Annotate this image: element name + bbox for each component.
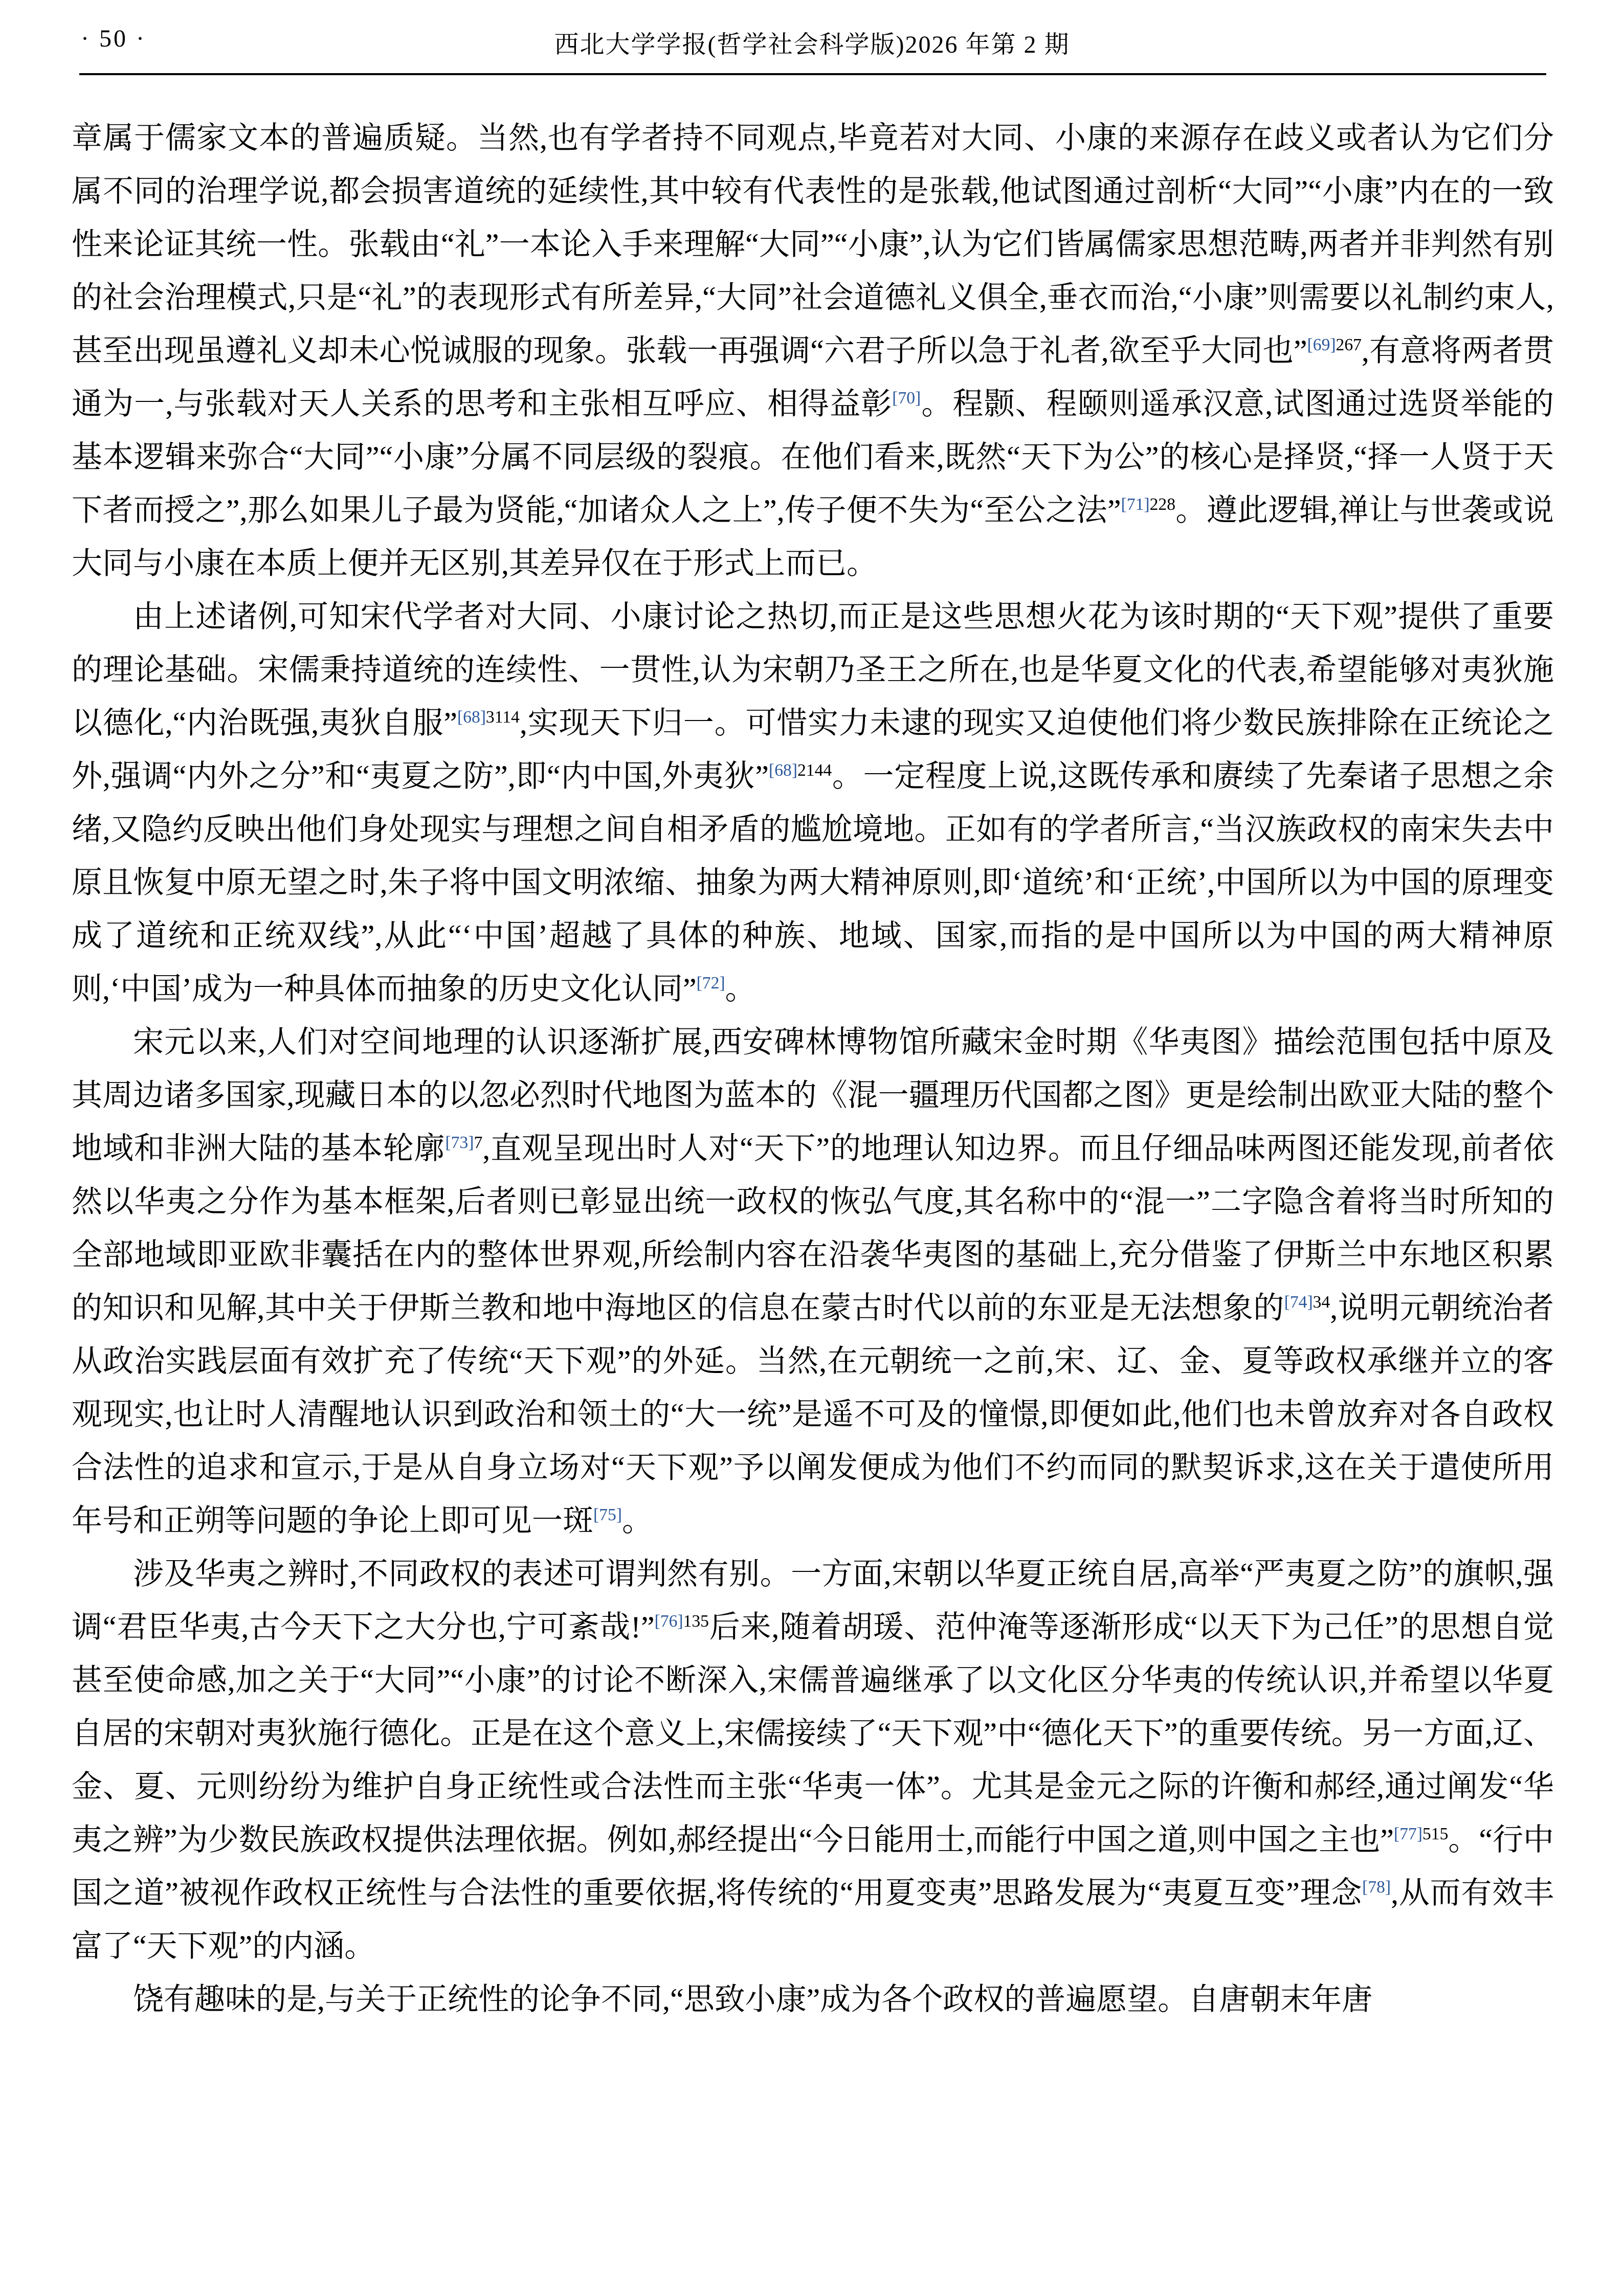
text-run: 后来,随着胡瑗、范仲淹等逐渐形成“以天下为己任”的思想自觉甚至使命感,加之关于“大同”“小康”的讨论不断深入,宋儒普遍继承了以文化区分华夷的传统认识,并希望以华夏自居的宋朝对夷狄施行德化。正是在这个意义上,宋儒接续了“天下观”中“德化天下”的重要传统。另一方面,辽、金、夏、元则纷纷为维护自身正统性或合法性而主张“华夷一体”。尤其是金元之际的许衡和郝经,通过阐发“华夷之辨”为少数民族政权提供法理依据。例如,郝经提出“今日能用士,而能行中国之道,则中国之主也” xyxy=(72,1610,1554,1857)
paragraph xyxy=(72,1973,1554,2026)
text-run: 饶有趣味的是,与关于正统性的论争不同,“思致小康”成为各个政权的普遍愿望。自唐朝末年唐 xyxy=(133,1983,1373,2016)
paragraph xyxy=(72,590,1554,1016)
text-run: 。一定程度上说,这既传承和赓续了先秦诸子思想之余绪,又隐约反映出他们身处现实与理想之间自相矛盾的尴尬境地。正如有的学者所言,“当汉族政权的南宋失去中原且恢复中原无望之时,朱子将中国文明浓缩、抽象为两大精神原则,即‘道统’和‘正统’,中国所以为中国的原理变成了道统和正统双线”,从此“‘中国’超越了具体的种族、地域、国家,而指的是中国所以为中国的两大精神原则,‘中国’成为一种具体而抽象的历史文化认同” xyxy=(72,759,1554,1006)
citation-ref-number[interactable]: [71] xyxy=(1121,495,1150,514)
page-number: · 50 · xyxy=(81,25,146,52)
citation-page-number: 135 xyxy=(683,1612,709,1631)
text-run: 章属于儒家文本的普遍质疑。当然,也有学者持不同观点,毕竟若对大同、小康的来源存在歧义或者认为它们分属不同的治理学说,都会损害道统的延续性,其中较有代表性的是张载,他试图通过剖析“大同”“小康”内在的一致性来论证其统一性。张载由“礼”一本论入手来理解“大同”“小康”,认为它们皆属儒家思想范畴,两者并非判然有别的社会治理模式,只是“礼”的表现形式有所差异,“大同”社会道德礼义俱全,垂衣而治,“小康”则需要以礼制约束人,甚至出现虽遵礼义却未心悦诚服的现象。张载一再强调“六君子所以急于礼者,欲至乎大同也” xyxy=(72,121,1554,368)
paragraph xyxy=(72,111,1554,590)
text-run: ,从而有效丰富了“天下观”的内涵。 xyxy=(72,1876,1554,1963)
text-run: ,直观呈现出时人对“天下”的地理认知边界。而且仔细品味两图还能发现,前者依然以华夷之分作为基本框架,后者则已彰显出统一政权的恢弘气度,其名称中的“混一”二字隐含着将当时所知的全部地域即亚欧非囊括在内的整体世界观,所绘制内容在沿袭华夷图的基础上,充分借鉴了伊斯兰中东地区积累的知识和见解,其中关于伊斯兰教和地中海地区的信息在蒙古时代以前的东亚是无法想象的 xyxy=(72,1132,1554,1325)
text-run: ,有意将两者贯通为一,与张载对天人关系的思考和主张相互呼应、相得益彰 xyxy=(72,334,1554,421)
text-run: 由上述诸例,可知宋代学者对大同、小康讨论之热切,而正是这些思想火花为该时期的“天下观”提供了重要的理论基础。宋儒秉持道统的连续性、一贯性,认为宋朝乃圣王之所在,也是华夏文化的代表,希望能够对夷狄施以德化,“内治既强,夷狄自服” xyxy=(72,600,1554,740)
header-divider xyxy=(79,73,1546,75)
citation-marker[interactable] xyxy=(769,761,832,780)
citation-ref-number[interactable]: [70] xyxy=(892,389,921,408)
text-run: ,实现天下归一。可惜实力未逮的现实又迫使他们将少数民族排除在正统论之外,强调“内外之分”和“夷夏之防”,即“内中国,外夷狄” xyxy=(72,706,1554,793)
citation-ref-number[interactable]: [77] xyxy=(1394,1825,1422,1843)
text-run: 。程颢、程颐则遥承汉意,试图通过选贤举能的基本逻辑来弥合“大同”“小康”分属不同层级的裂痕。在他们看来,既然“天下为公”的核心是择贤,“择一人贤于天下者而授之”,那么如果儿子最为贤能,“加诸众人之上”,传子便不失为“至公之法” xyxy=(72,387,1554,527)
citation-marker[interactable] xyxy=(697,974,725,993)
citation-page-number: 3114 xyxy=(485,708,520,727)
text-run: ,说明元朝统治者从政治实践层面有效扩充了传统“天下观”的外延。当然,在元朝统一之前,宋、辽、金、夏等政权承继并立的客观现实,也让时人清醒地认识到政治和领土的“大一统”是遥不可及的憧憬,即便如此,他们也未曾放弃对各自政权合法性的追求和宣示,于是从自身立场对“天下观”予以阐发便成为他们不约而同的默契诉求,这在关于遣使所用年号和正朔等问题的争论上即可见一斑 xyxy=(72,1291,1554,1538)
citation-ref-number[interactable]: [75] xyxy=(593,1505,622,1524)
citation-page-number: 267 xyxy=(1336,335,1362,354)
citation-page-number: 34 xyxy=(1312,1293,1330,1312)
text-run: 。 xyxy=(621,1504,653,1538)
citation-ref-number[interactable]: [68] xyxy=(769,761,797,780)
citation-ref-number[interactable]: [74] xyxy=(1284,1293,1313,1312)
citation-page-number: 2144 xyxy=(797,761,832,780)
text-run: 宋元以来,人们对空间地理的认识逐渐扩展,西安碑林博物馆所藏宋金时期《华夷图》描绘范围包括中原及其周边诸多国家,现藏日本的以忽必烈时代地图为蓝本的《混一疆理历代国都之图》更是绘制出欧亚大陆的整个地域和非洲大陆的基本轮廓 xyxy=(72,1025,1554,1165)
citation-ref-number[interactable]: [73] xyxy=(445,1133,474,1152)
article-body xyxy=(72,111,1554,2026)
citation-marker[interactable] xyxy=(1362,1878,1391,1897)
citation-marker[interactable] xyxy=(1121,495,1175,514)
paragraph xyxy=(72,1547,1554,1973)
citation-ref-number[interactable]: [76] xyxy=(654,1612,683,1631)
citation-page-number: 228 xyxy=(1149,495,1175,514)
journal-header-title: 西北大学学报(哲学社会科学版)2026 年第 2 期 xyxy=(554,31,1070,58)
paragraph xyxy=(72,1016,1554,1547)
citation-page-number: 7 xyxy=(474,1133,483,1152)
citation-page-number: 515 xyxy=(1422,1825,1449,1843)
citation-marker[interactable] xyxy=(1284,1293,1330,1312)
citation-marker[interactable] xyxy=(655,1612,709,1631)
text-run: 。遵此逻辑,禅让与世袭或说大同与小康在本质上便并无区别,其差异仅在于形式上而已。 xyxy=(72,493,1554,580)
citation-ref-number[interactable]: [78] xyxy=(1362,1878,1391,1897)
text-run: 。“行中国之道”被视作政权正统性与合法性的重要依据,将传统的“用夏变夷”思路发展为“夷夏互变”理念 xyxy=(72,1823,1554,1910)
citation-ref-number[interactable]: [72] xyxy=(696,974,725,993)
citation-marker[interactable] xyxy=(593,1505,622,1524)
text-run: 。 xyxy=(725,972,756,1006)
citation-marker[interactable] xyxy=(446,1133,483,1152)
citation-marker[interactable] xyxy=(892,389,921,408)
citation-ref-number[interactable]: [68] xyxy=(457,708,486,727)
citation-marker[interactable] xyxy=(457,708,520,727)
citation-ref-number[interactable]: [69] xyxy=(1307,335,1336,354)
citation-marker[interactable] xyxy=(1307,335,1362,354)
citation-marker[interactable] xyxy=(1394,1825,1448,1843)
text-run: 涉及华夷之辨时,不同政权的表述可谓判然有别。一方面,宋朝以华夏正统自居,高举“严夷夏之防”的旗帜,强调“君臣华夷,古今天下之大分也,宁可紊哉!” xyxy=(72,1557,1554,1644)
